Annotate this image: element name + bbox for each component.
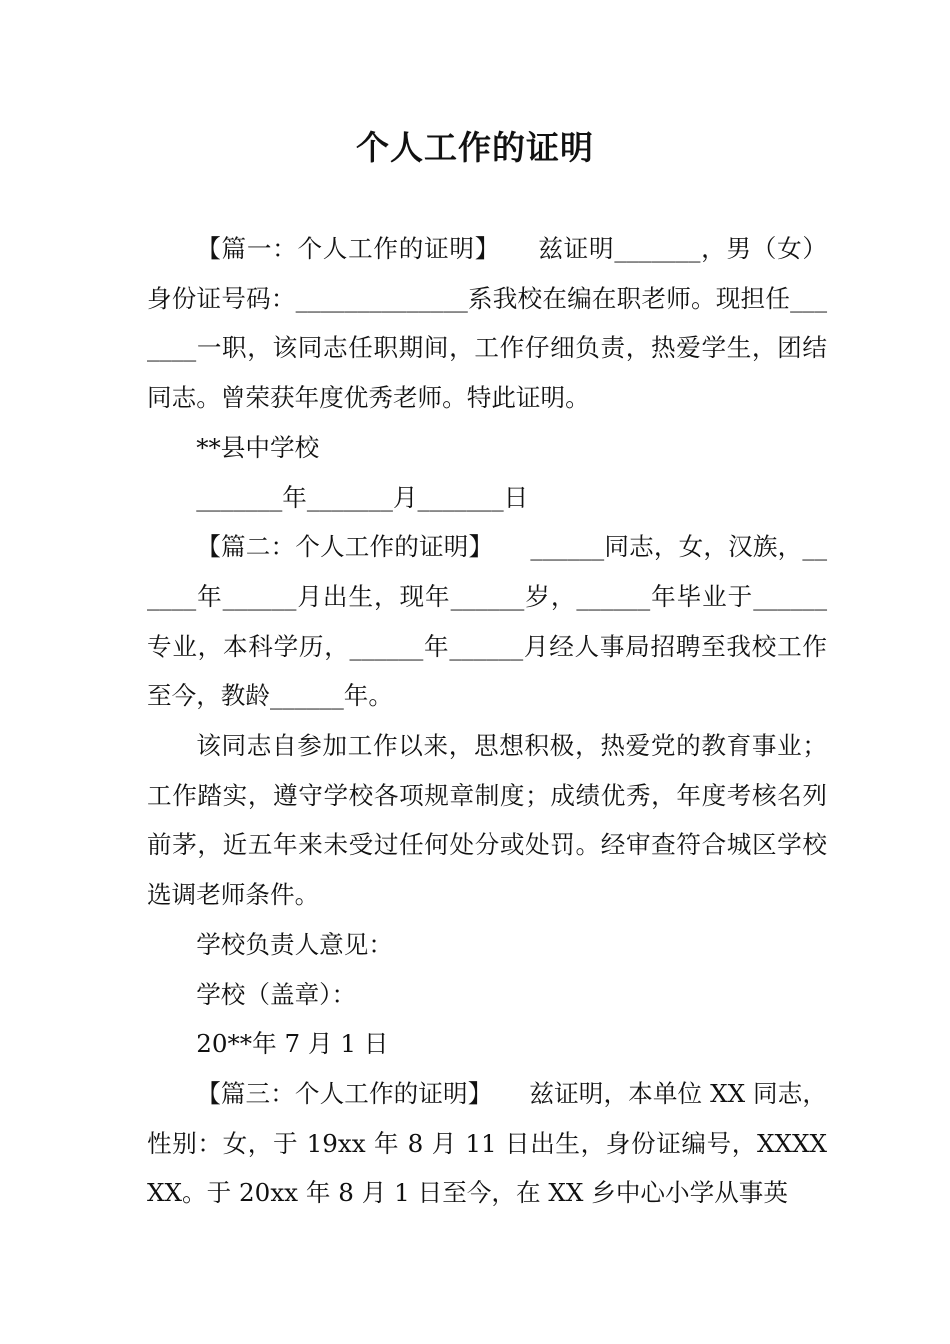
paragraph-evaluation: 该同志自参加工作以来，思想积极，热爱党的教育事业；工作踏实，遵守学校各项规章制度；成绩优秀，年度考核名列前茅，近五年来未受过任何处分或处罚。经审查符合城区学校选调老师条件。 (147, 731, 827, 910)
paragraph-part-three: 【篇三：个人工作的证明】 兹证明，本单位 XX 同志，性别：女，于 19xx 年 8 月 11 日出生，身份证编号，XXXXXX。于 20xx 年 8 月 1 日至今，在 XX 乡中心小学从事英 (147, 1078, 827, 1208)
document-title: 个人工作的证明 (356, 128, 594, 167)
principal-opinion-line: 学校负责人意见： (196, 929, 393, 959)
date-blank-line: _______年_______月_______日 (196, 482, 529, 512)
document-body (147, 224, 827, 1218)
issue-date-line: 20**年 7 月 1 日 (196, 1029, 389, 1059)
paragraph-part-one: 【篇一：个人工作的证明】 兹证明_______，男（女）身份证号码：______________系我校在编在职老师。现担任_______一职，该同志任职期间，工作仔细负责，热爱学生，团结同志。曾荣获年度优秀老师。特此证明。 (147, 234, 827, 413)
school-seal-line: 学校（盖章）： (196, 979, 357, 1009)
school-name-line: **县中学校 (196, 432, 320, 462)
paragraph-part-two: 【篇二：个人工作的证明】 ______同志，女，汉族，______年______月出生，现年______岁，______年毕业于______专业，本科学历，______年______月经人事局招聘至我校工作至今，教龄______年。 (147, 532, 827, 711)
